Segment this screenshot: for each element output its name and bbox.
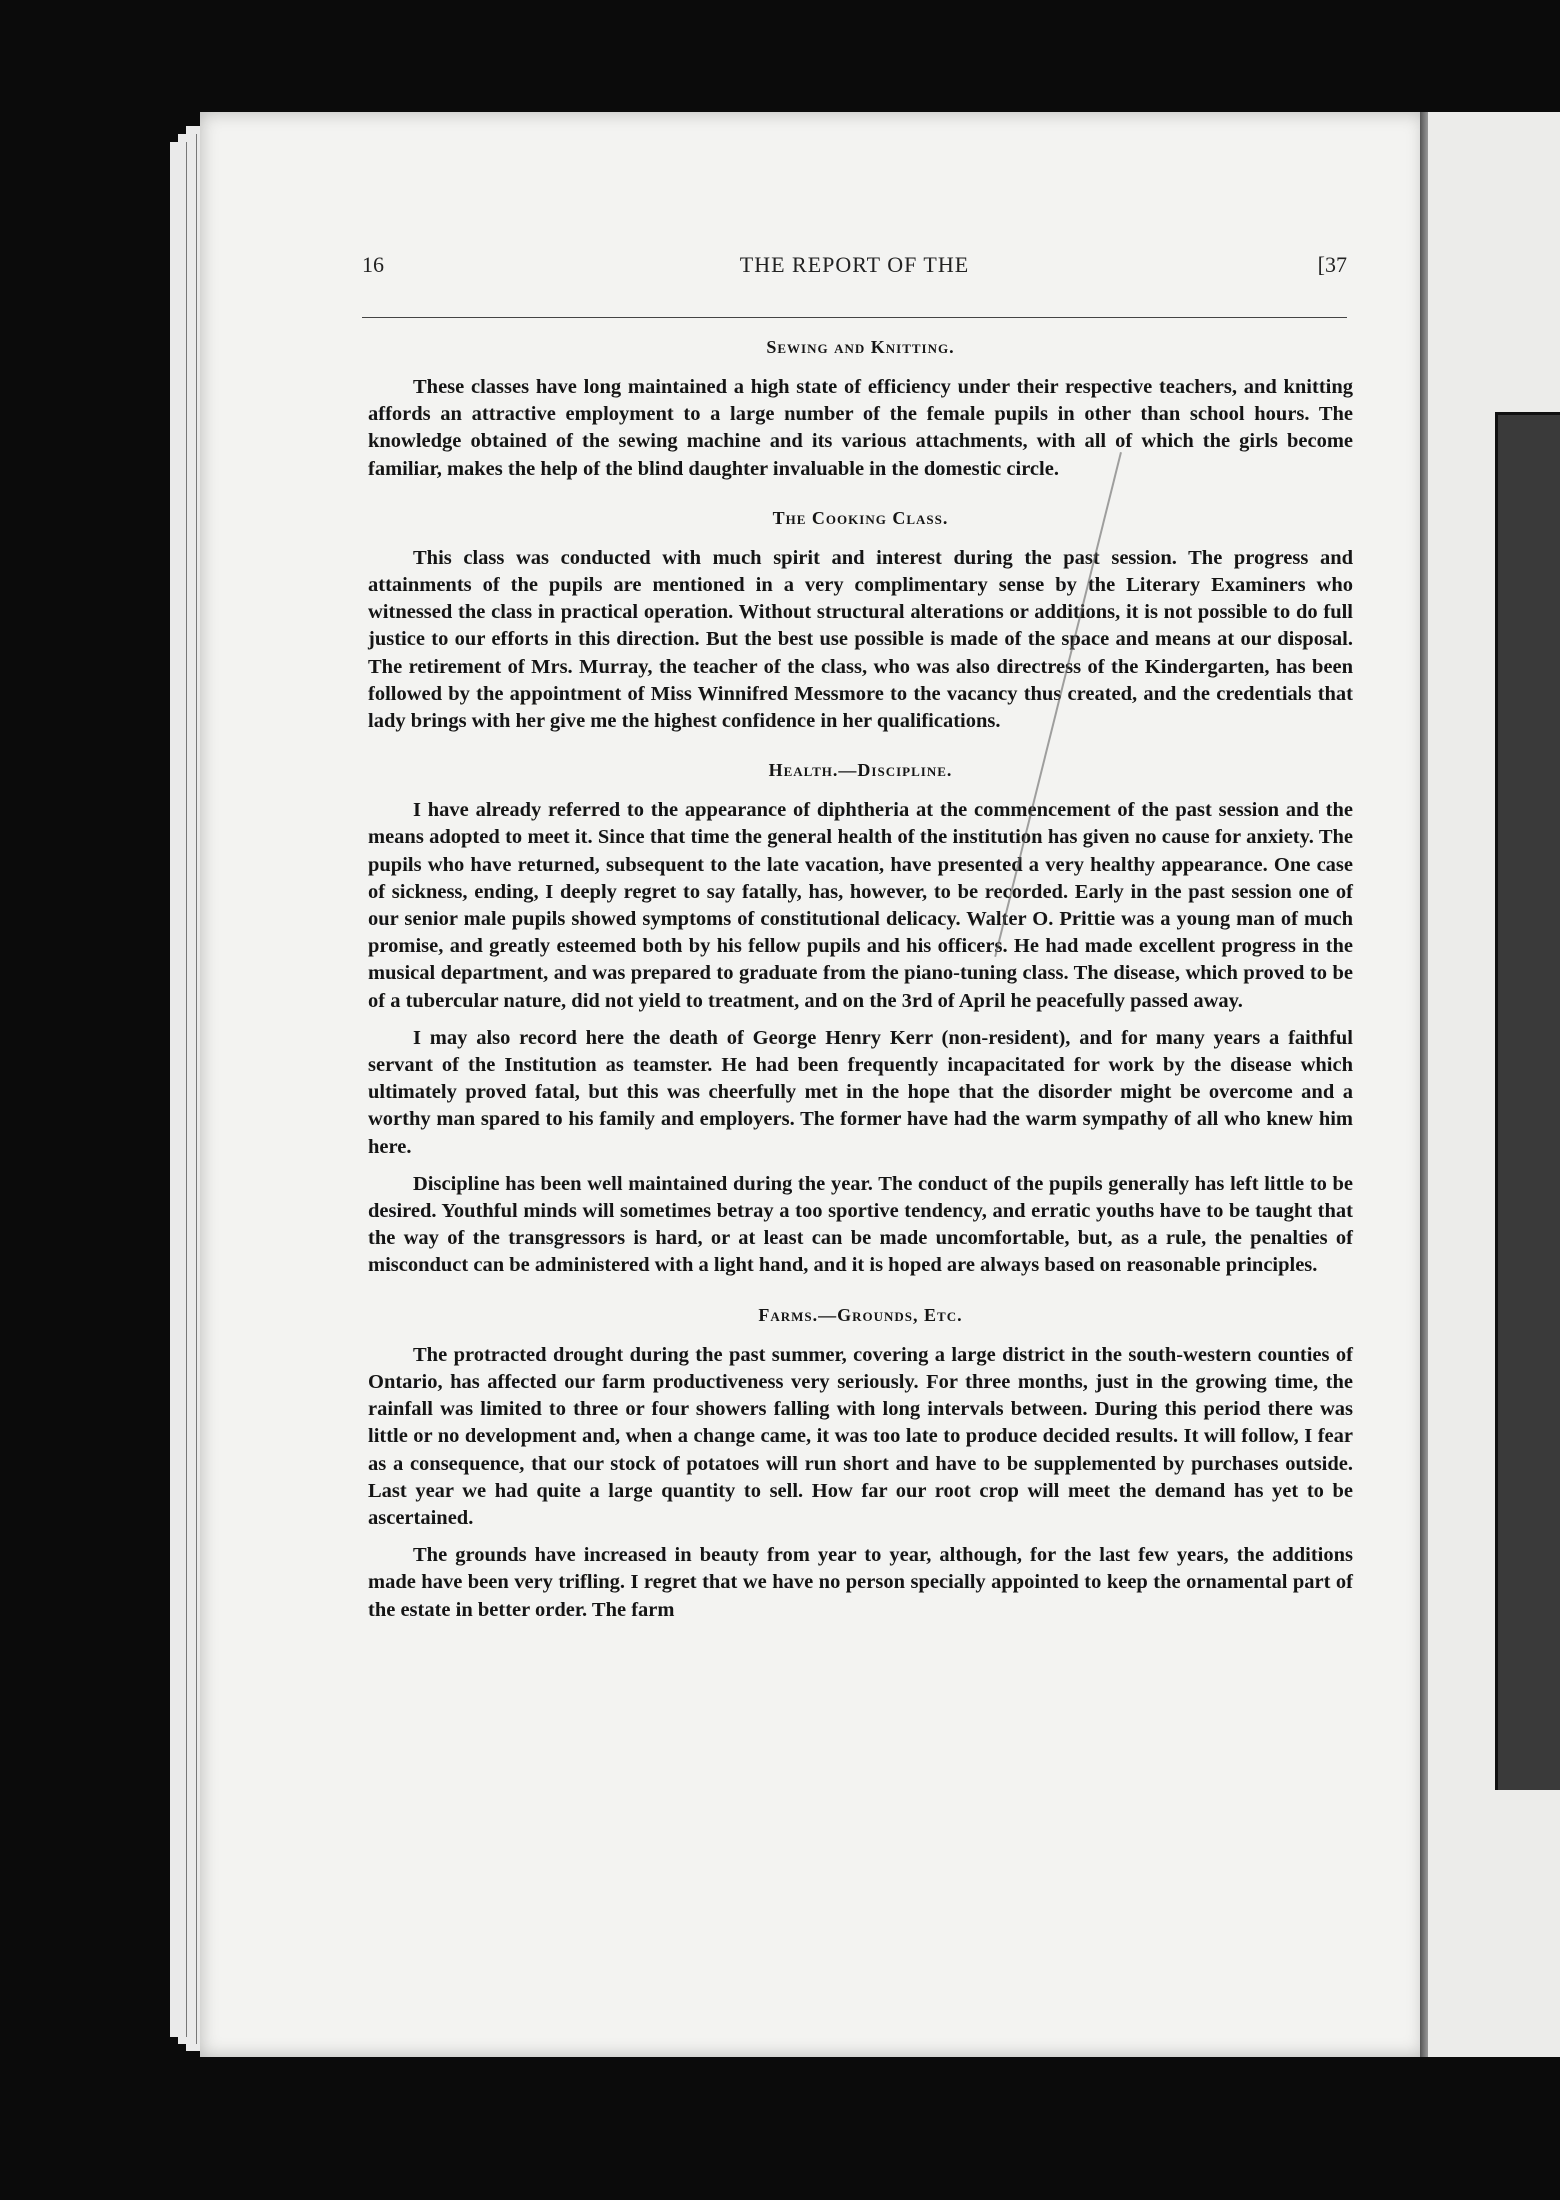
page-number: 16 bbox=[362, 252, 384, 277]
paragraph: I have already referred to the appearance of diphtheria at the commencement of the past session and the means adopted to meet it. Since that time the general health of the institution has given no cause for anxiety. The pupils who have returned, subsequent to the late vacation, have presented a very healthy appearance. One case of sickness, ending, I deeply regret to say fatally, has, however, to be recorded. Early in the past session one of our senior male pupils showed symptoms of constitutional delicacy. Walter O. Prittie was a young man of much promise, and greatly esteemed both by his fellow pupils and his officers. He had made excellent progress in the musical department, and was prepared to graduate from the piano-tuning class. The disease, which proved to be of a tubercular nature, did not yield to treatment, and on the 3rd of April he peacefully passed away. bbox=[368, 799, 1353, 1012]
section-health-discipline bbox=[368, 757, 1353, 1279]
page-gutter bbox=[1420, 112, 1428, 2057]
section-heading: The Cooking Class. bbox=[772, 507, 949, 528]
page-body bbox=[368, 334, 1353, 1634]
section-heading: Health.—Discipline. bbox=[768, 760, 953, 781]
header-rule bbox=[362, 317, 1347, 318]
section-sewing-knitting bbox=[368, 334, 1353, 483]
paragraph: This class was conducted with much spirit and interest during the past session. The progress and attainments of the pupils are mentioned in a very complimentary sense by the Literary Examiners who witnessed the class in practical operation. Without structural alterations or additions, it is not possible to do full justice to our efforts in this direction. But the best use possible is made of the space and means at our disposal. The retirement of Mrs. Murray, the teacher of the class, who was also directress of the Kindergarten, has been followed by the appointment of Miss Winnifred Messmore to the vacancy thus created, and the credentials that lady brings with her give me the highest confidence in her qualifications. bbox=[368, 546, 1353, 733]
paragraph: These classes have long maintained a high state of efficiency under their respective teachers, and knitting affords an attractive employment to a large number of the female pupils in other than school hours. The knowledge obtained of the sewing machine and its various attachments, with all of which the girls become familiar, makes the help of the blind daughter invaluable in the domestic circle. bbox=[368, 376, 1353, 480]
paragraph: Discipline has been well maintained during the year. The conduct of the pupils generally has left little to be desired. Youthful minds will sometimes betray a too sportive tendency, and erratic youths have to be taught that the way of the transgressors is hard, or at least can be made uncomfortable, but, as a rule, the penalties of misconduct can be administered with a light hand, and it is hoped are always based on reasonable principles. bbox=[368, 1172, 1353, 1277]
running-title: THE REPORT OF THE bbox=[739, 252, 970, 277]
section-farms-grounds bbox=[368, 1302, 1353, 1624]
paragraph: I may also record here the death of George Henry Kerr (non-resident), and for many years a faithful servant of the Institution as teamster. He had been frequently incapacitated for work by the disease which ultimately proved fatal, but this was cheerfully met in the hope that the disorder might be overcome and a worthy man spared to his family and employers. The former have had the warm sympathy of all who knew him here. bbox=[368, 1026, 1353, 1158]
page-stack-edge bbox=[170, 142, 187, 2037]
section-cooking-class bbox=[368, 505, 1353, 735]
paragraph: The grounds have increased in beauty from year to year, although, for the last few years, the additions made have been very trifling. I regret that we have no person specially appointed to keep the ornamental part of the estate in better order. The farm bbox=[368, 1544, 1353, 1621]
section-heading: Sewing and Knitting. bbox=[766, 337, 955, 357]
page-header bbox=[362, 252, 1347, 292]
facing-page-image bbox=[1495, 412, 1560, 1790]
document-page bbox=[200, 112, 1425, 2057]
section-heading: Farms.—Grounds, Etc. bbox=[758, 1304, 963, 1325]
document-reference: [37 bbox=[1317, 252, 1347, 277]
paragraph: The protracted drought during the past summer, covering a large district in the south-western counties of Ontario, has affected our farm productiveness very seriously. For three months, just in the growing time, the rainfall was limited to three or four showers falling with long intervals between. During this period there was little or no development and, when a change came, it was too late to produce decided results. It will follow, I fear as a consequence, that our stock of potatoes will run short and have to be supplemented by purchases outside. Last year we had quite a large quantity to sell. How far our root crop will meet the demand has yet to be ascertained. bbox=[368, 1343, 1353, 1529]
